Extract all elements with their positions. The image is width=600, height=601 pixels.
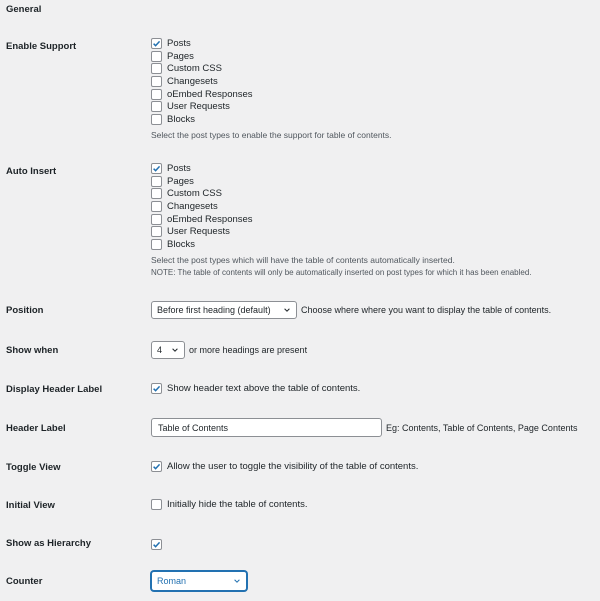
enable-support-option-label: Posts xyxy=(167,37,191,49)
auto-insert-note: NOTE: The table of contents will only be automatically inserted on post types for which it has been enabled. xyxy=(151,267,532,277)
auto-insert-field xyxy=(151,162,532,277)
auto-insert-option[interactable] xyxy=(151,238,532,251)
checkmark-icon xyxy=(152,39,161,48)
counter-field xyxy=(151,571,247,591)
auto-insert-option-checkbox[interactable] xyxy=(151,239,162,250)
enable-support-option-label: Pages xyxy=(167,50,194,62)
enable-support-option-checkbox[interactable] xyxy=(151,101,162,112)
enable-support-description: Select the post types to enable the support for table of contents. xyxy=(151,129,392,140)
header-label-label: Header Label xyxy=(6,423,66,434)
display-header-label-label: Display Header Label xyxy=(6,384,103,395)
display-header-label-text: Show header text above the table of contents. xyxy=(167,383,361,394)
header-label-input-value: Table of Contents xyxy=(158,422,229,433)
auto-insert-option-checkbox[interactable] xyxy=(151,214,162,225)
enable-support-option[interactable] xyxy=(151,62,392,75)
enable-support-option-label: Blocks xyxy=(167,113,195,125)
auto-insert-label: Auto Insert xyxy=(6,166,57,177)
enable-support-field xyxy=(151,37,392,140)
auto-insert-option[interactable] xyxy=(151,175,532,188)
auto-insert-option-checkbox[interactable] xyxy=(151,176,162,187)
auto-insert-option-label: Pages xyxy=(167,175,194,187)
show-as-hierarchy-label: Show as Hierarchy xyxy=(6,538,92,549)
enable-support-option-label: User Requests xyxy=(167,101,230,113)
show-when-select[interactable] xyxy=(151,341,185,359)
auto-insert-option-label: Custom CSS xyxy=(167,188,222,200)
enable-support-option-label: oEmbed Responses xyxy=(167,88,253,100)
enable-support-option-checkbox[interactable] xyxy=(151,51,162,62)
enable-support-option-checkbox[interactable] xyxy=(151,76,162,87)
header-label-input[interactable] xyxy=(151,418,382,437)
auto-insert-option[interactable] xyxy=(151,187,532,200)
display-header-label-field xyxy=(151,383,360,394)
checkmark-icon xyxy=(152,384,161,393)
checkmark-icon xyxy=(152,540,161,549)
header-label-field xyxy=(151,418,577,437)
enable-support-option-label: Changesets xyxy=(167,75,218,87)
enable-support-option-checkbox[interactable] xyxy=(151,114,162,125)
auto-insert-option-label: oEmbed Responses xyxy=(167,213,253,225)
toggle-view-text: Allow the user to toggle the visibility of the table of contents. xyxy=(167,461,419,472)
enable-support-option-checkbox[interactable] xyxy=(151,89,162,100)
checkmark-icon xyxy=(152,164,161,173)
counter-select[interactable] xyxy=(151,571,247,591)
position-field xyxy=(151,301,551,319)
enable-support-option-checkbox[interactable] xyxy=(151,63,162,74)
chevron-down-icon xyxy=(283,306,291,314)
toggle-view-label: Toggle View xyxy=(6,462,61,473)
enable-support-option-label: Custom CSS xyxy=(167,63,222,75)
position-select-value: Before first heading (default) xyxy=(157,305,271,315)
position-help: Choose where where you want to display the table of contents. xyxy=(301,305,552,315)
display-header-label-checkbox[interactable] xyxy=(151,383,162,394)
enable-support-option[interactable] xyxy=(151,100,392,113)
auto-insert-option-checkbox[interactable] xyxy=(151,226,162,237)
position-label: Position xyxy=(6,305,44,316)
show-when-select-value: 4 xyxy=(157,345,163,355)
auto-insert-option-label: Changesets xyxy=(167,200,218,212)
enable-support-option[interactable] xyxy=(151,88,392,101)
enable-support-option[interactable] xyxy=(151,113,392,126)
checkmark-icon xyxy=(152,462,161,471)
enable-support-label: Enable Support xyxy=(6,41,77,52)
counter-select-value: Roman xyxy=(157,576,187,586)
enable-support-option[interactable] xyxy=(151,50,392,63)
chevron-down-icon xyxy=(233,577,241,585)
auto-insert-checkbox-list xyxy=(151,162,532,251)
auto-insert-option-label: User Requests xyxy=(167,226,230,238)
auto-insert-option-label: Posts xyxy=(167,162,191,174)
show-when-field xyxy=(151,341,307,359)
show-when-help: or more headings are present xyxy=(189,345,308,355)
initial-view-text: Initially hide the table of contents. xyxy=(167,499,308,510)
auto-insert-option[interactable] xyxy=(151,200,532,213)
chevron-down-icon xyxy=(171,346,179,354)
counter-label: Counter xyxy=(6,576,43,587)
auto-insert-option[interactable] xyxy=(151,225,532,238)
auto-insert-option-checkbox[interactable] xyxy=(151,188,162,199)
initial-view-field xyxy=(151,499,307,510)
toggle-view-field xyxy=(151,461,418,472)
show-when-label: Show when xyxy=(6,345,59,356)
auto-insert-option-checkbox[interactable] xyxy=(151,163,162,174)
section-title: General xyxy=(6,4,42,15)
show-as-hierarchy-field xyxy=(151,539,167,550)
header-label-help: Eg: Contents, Table of Contents, Page Contents xyxy=(386,422,578,433)
show-as-hierarchy-checkbox[interactable] xyxy=(151,539,162,550)
toggle-view-checkbox[interactable] xyxy=(151,461,162,472)
position-select[interactable] xyxy=(151,301,297,319)
initial-view-label: Initial View xyxy=(6,500,55,511)
enable-support-option[interactable] xyxy=(151,37,392,50)
initial-view-checkbox[interactable] xyxy=(151,499,162,510)
enable-support-option[interactable] xyxy=(151,75,392,88)
auto-insert-option[interactable] xyxy=(151,213,532,226)
auto-insert-description: Select the post types which will have the table of contents automatically inserted. xyxy=(151,254,455,265)
auto-insert-option-label: Blocks xyxy=(167,238,195,250)
enable-support-option-checkbox[interactable] xyxy=(151,38,162,49)
enable-support-checkbox-list xyxy=(151,37,392,126)
auto-insert-option[interactable] xyxy=(151,162,532,175)
auto-insert-option-checkbox[interactable] xyxy=(151,201,162,212)
